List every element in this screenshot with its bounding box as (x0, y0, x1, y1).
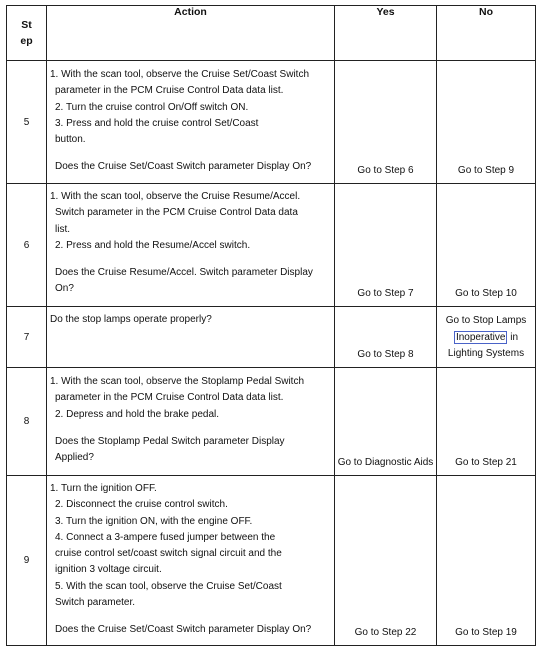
action-cell (47, 184, 335, 307)
table-row-step-8 (7, 368, 536, 476)
header-no: No (437, 6, 536, 61)
action-cell (47, 476, 335, 646)
step-number: 6 (7, 184, 47, 307)
action-line: parameter in the PCM Cruise Control Data data list. (55, 392, 284, 404)
action-line: 1. With the scan tool, observe the Cruise Resume/Accel. (50, 191, 301, 202)
no-cell: Go to Step 10 (437, 184, 536, 307)
action-line: 2. Press and hold the Resume/Accel switch. (55, 239, 251, 251)
header-action: Action (47, 6, 335, 61)
action-line: 1. With the scan tool, observe the Stoplamp Pedal Switch (50, 376, 305, 387)
no-line-rest: in (507, 331, 519, 343)
yes-cell: Go to Step 22 (335, 476, 437, 646)
table-row-step-6 (7, 184, 536, 307)
action-line: button. (55, 134, 86, 146)
step-number: 5 (7, 61, 47, 184)
yes-cell: Go to Step 6 (335, 61, 437, 184)
yes-cell: Go to Step 7 (335, 184, 437, 307)
step-number: 9 (7, 476, 47, 646)
action-line: 1. With the scan tool, observe the Cruise Set/Coast Switch (50, 69, 310, 80)
action-question: Does the Cruise Set/Coast Switch parameter Display On? (55, 624, 312, 636)
no-line (437, 330, 535, 347)
no-cell (437, 307, 536, 368)
table-row-step-7 (7, 307, 536, 368)
action-line: list. (55, 223, 70, 235)
no-cell: Go to Step 21 (437, 368, 536, 476)
action-question: Does the Stoplamp Pedal Switch parameter Display (55, 435, 285, 447)
action-line: cruise control set/coast switch signal circuit and the (55, 548, 282, 560)
action-question: On? (55, 283, 74, 295)
action-line: 5. With the scan tool, observe the Cruise Set/Coast (55, 580, 282, 592)
no-line: Lighting Systems (447, 348, 525, 359)
header-step-l2: ep (20, 35, 33, 47)
action-question: Does the Cruise Resume/Accel. Switch parameter Display (55, 267, 313, 279)
yes-cell: Go to Step 8 (335, 307, 437, 368)
action-line: parameter in the PCM Cruise Control Data data list. (55, 85, 284, 97)
yes-cell: Go to Diagnostic Aids (335, 368, 437, 476)
no-line: Go to Stop Lamps (445, 315, 527, 326)
header-step-l1: St (21, 19, 32, 31)
action-line: 3. Turn the ignition ON, with the engine OFF. (55, 515, 253, 527)
action-line: 4. Connect a 3-ampere fused jumper between the (55, 531, 276, 543)
header-row (7, 6, 536, 61)
header-step (7, 6, 47, 61)
action-question: Applied? (55, 452, 94, 464)
action-question: Do the stop lamps operate properly? (50, 314, 212, 325)
action-line: 2. Turn the cruise control On/Off switch ON. (55, 101, 249, 113)
no-cell: Go to Step 19 (437, 476, 536, 646)
header-yes: Yes (335, 6, 437, 61)
step-number: 8 (7, 368, 47, 476)
action-line: 3. Press and hold the cruise control Set/Coast (55, 117, 259, 129)
diagnostic-table (6, 5, 536, 646)
action-line: Switch parameter in the PCM Cruise Control Data data (55, 207, 298, 219)
inoperative-link[interactable]: Inoperative (455, 331, 506, 343)
action-cell (47, 307, 335, 368)
step-number: 7 (7, 307, 47, 368)
action-cell (47, 368, 335, 476)
no-cell: Go to Step 9 (437, 61, 536, 184)
action-line: 2. Depress and hold the brake pedal. (55, 408, 219, 420)
table-row-step-9 (7, 476, 536, 646)
action-line: 2. Disconnect the cruise control switch. (55, 499, 228, 511)
action-cell (47, 61, 335, 184)
action-line: 1. Turn the ignition OFF. (50, 483, 157, 494)
table-row-step-5 (7, 61, 536, 184)
action-question: Does the Cruise Set/Coast Switch parameter Display On? (55, 161, 312, 173)
action-line: Switch parameter. (55, 597, 136, 609)
action-line: ignition 3 voltage circuit. (55, 564, 162, 576)
